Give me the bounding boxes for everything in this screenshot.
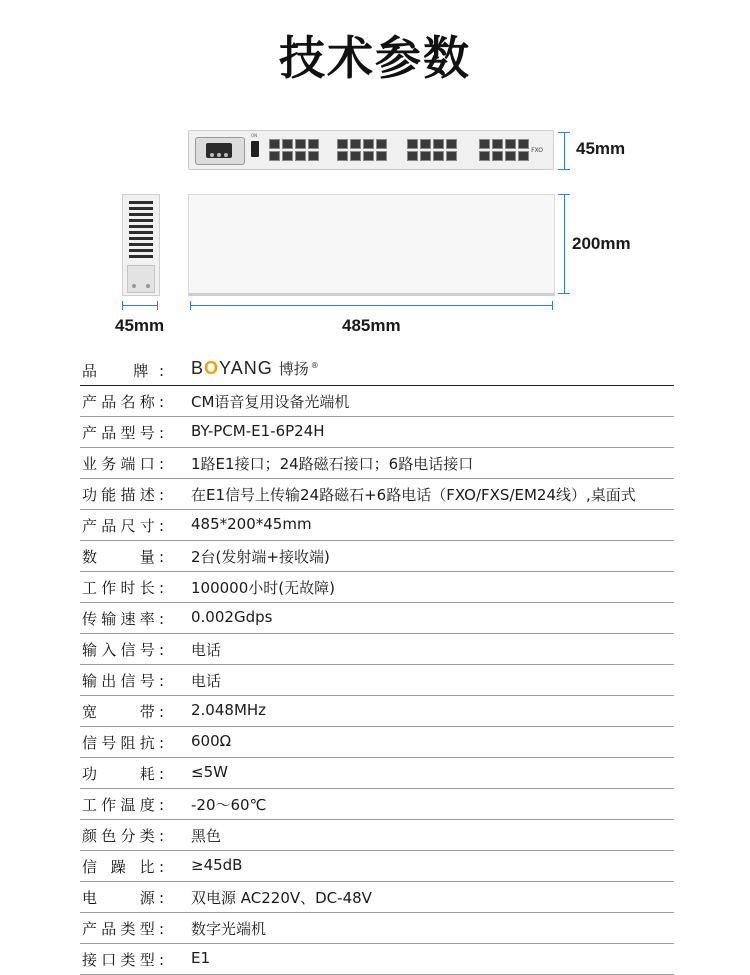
spec-label: 功 耗: [82,765,164,783]
brand-logo [191,358,319,379]
spec-label: 宽 带: [82,703,164,721]
power-socket-icon [195,137,245,165]
brand-logo-prefix: B [191,358,205,378]
spec-row [80,386,674,417]
spec-label: 数 量: [82,548,164,566]
spec-value: -20～60℃ [191,796,267,814]
spec-row [80,944,674,975]
spec-table [80,355,674,975]
spec-row [80,913,674,944]
spec-label: 工作时长: [82,579,164,597]
spec-value: ≤5W [191,763,228,781]
dim-tick [157,301,158,310]
spec-value: 数字光端机 [191,920,267,938]
spec-row [80,448,674,479]
device-top-view [188,194,555,296]
spec-label: 产品名称: [82,393,164,411]
spec-label: 业务端口: [82,455,164,473]
spec-value: E1 [191,949,211,967]
dim-label-height: 45mm [576,139,626,158]
spec-label: 功能描述: [82,486,164,504]
spec-label: 输入信号: [82,641,164,659]
dim-line-width [190,305,553,306]
spec-row [80,820,674,851]
brand-logo-text [191,358,273,379]
spec-row [80,572,674,603]
port-group-1 [269,139,320,161]
mounting-bracket [127,265,155,293]
spec-value: 2.048MHz [191,701,267,719]
spec-label: 电 源: [82,889,164,907]
power-switch-icon [251,141,259,157]
brand-chinese-name: 博扬 [278,360,309,378]
spec-value: 黑色 [191,827,222,845]
spec-value: 100000小时(无故障) [191,579,335,597]
dim-line-side-width [122,305,158,306]
spec-value: 0.002Gdps [191,608,273,626]
spec-label: 信 躁 比: [82,858,164,876]
spec-value: BY-PCM-E1-6P24H [191,422,325,440]
fxo-label: FXO [531,147,543,154]
device-side-view [122,194,160,296]
spec-label: 信号阻抗: [82,734,164,752]
port-group-4 [479,139,530,161]
spec-value: ≥45dB [191,856,243,874]
brand-logo-suffix: YANG [219,358,273,378]
dim-tick [558,169,570,170]
spec-label: 传输速率: [82,610,164,628]
spec-row [80,541,674,572]
spec-value: 485*200*45mm [191,515,312,533]
spec-row [80,510,674,541]
spec-value: CM语音复用设备光端机 [191,393,350,411]
dim-line-depth [564,194,565,294]
spec-row [80,479,674,510]
spec-value: 电话 [191,672,222,690]
spec-row [80,665,674,696]
port-group-3 [407,139,458,161]
spec-label: 产品类型: [82,920,164,938]
spec-label: 颜色分类: [82,827,164,845]
dim-line-height [564,132,565,170]
dim-label-width: 485mm [342,316,401,335]
spec-value: 600Ω [191,732,232,750]
spec-value: 在E1信号上传输24路磁石+6路电话（FXO/FXS/EM24线）,桌面式 [191,486,636,504]
spec-row [80,789,674,820]
spec-row [80,355,674,386]
spec-row [80,696,674,727]
spec-label: 输出信号: [82,672,164,690]
spec-row [80,634,674,665]
spec-label: 接口类型: [82,951,164,969]
spec-label: 品 牌: [82,362,164,380]
page-title: 技术参数 [279,31,471,85]
vent-icon [129,201,153,261]
switch-label: ON [251,133,258,138]
spec-row [80,727,674,758]
dim-label-side-width: 45mm [115,316,165,335]
spec-row [80,882,674,913]
spec-label: 工作温度: [82,796,164,814]
brand-logo-o-icon: O [204,358,220,378]
spec-value: 双电源 AC220V、DC-48V [191,889,372,907]
dim-tick [558,293,570,294]
dim-tick [552,301,553,310]
spec-label: 产品尺寸: [82,517,164,535]
spec-value: 1路E1接口；24路磁石接口；6路电话接口 [191,455,474,473]
dim-label-depth: 200mm [572,234,631,253]
spec-row [80,417,674,448]
spec-value: 电话 [191,641,222,659]
registered-mark: ® [310,361,319,370]
port-group-2 [337,139,388,161]
spec-row [80,851,674,882]
spec-row [80,603,674,634]
spec-value: 2台(发射端+接收端) [191,548,330,566]
spec-row [80,758,674,789]
device-front-panel [188,130,554,170]
spec-label: 产品型号: [82,424,164,442]
